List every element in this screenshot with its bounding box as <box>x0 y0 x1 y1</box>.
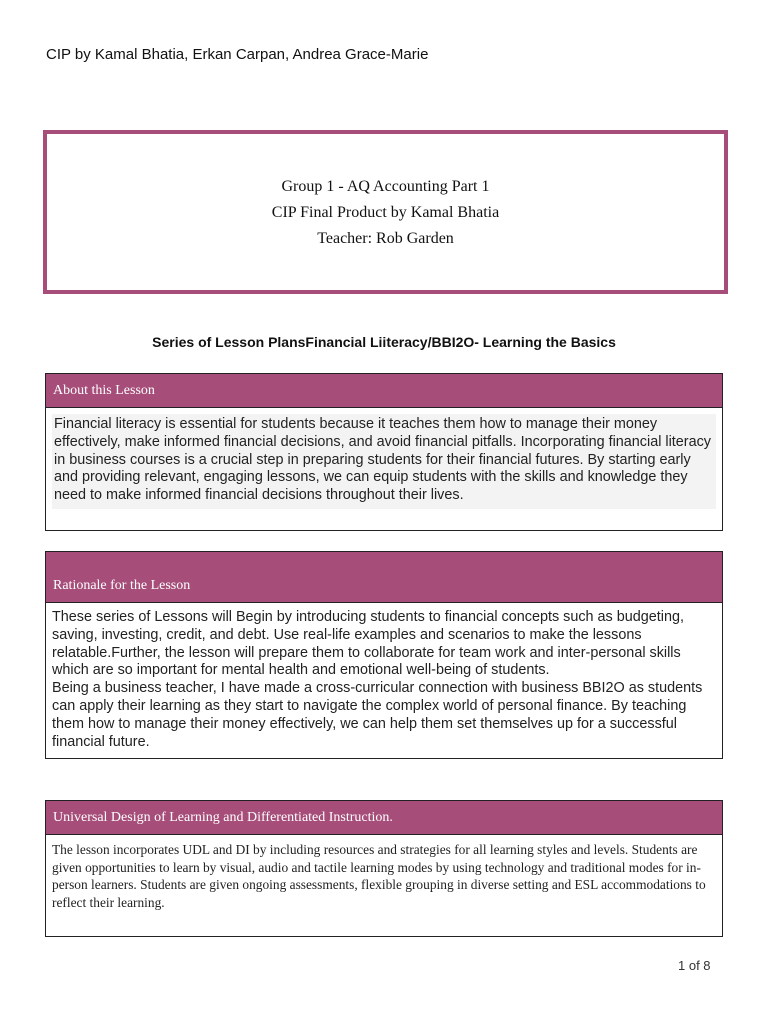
title-line-group: Group 1 - AQ Accounting Part 1 <box>281 178 490 195</box>
section-paragraph: The lesson incorporates UDL and DI by including resources and strategies for all learning styles and levels. Students are given opportunities to learn by visual, audio and tactile learning modes by using technology and traditional modes for in-person learners. Students are given ongoing assessments, flexible grouping in diverse setting and ESL accommodations to reflect their learning. <box>52 842 706 910</box>
section-body <box>46 408 722 509</box>
section-heading: About this Lesson <box>46 374 722 408</box>
title-line-product: CIP Final Product by Kamal Bhatia <box>271 204 500 221</box>
section-about-lesson <box>45 373 723 531</box>
section-rationale <box>45 551 723 759</box>
section-body <box>46 603 722 751</box>
page-number: 1 of 8 <box>678 958 711 973</box>
section-paragraph: Financial literacy is essential for students because it teaches them how to manage their money effectively, make informed financial decisions, and avoid financial pitfalls. Incorporating financial literacy in business courses is a crucial step in preparing students for their financial futures. By starting early and providing relevant, engaging lessons, we can equip students with the skills and knowledge they need to make informed financial decisions throughout their lives. <box>54 416 711 504</box>
authors-line: CIP by Kamal Bhatia, Erkan Carpan, Andrea Grace-Marie <box>46 46 429 63</box>
section-paragraph: Being a business teacher, I have made a cross-curricular connection with business BBI2O as students can apply their learning as they start to navigate the complex world of personal finance. By teaching them how to manage their money effectively, we can help them set themselves up for a successful financial future. <box>52 680 703 750</box>
section-heading: Rationale for the Lesson <box>46 552 722 603</box>
section-heading: Universal Design of Learning and Differentiated Instruction. <box>46 801 722 835</box>
title-line-teacher: Teacher: Rob Garden <box>317 230 454 247</box>
section-paragraph: These series of Lessons will Begin by introducing students to financial concepts such as budgeting, saving, investing, credit, and debt. Use real-life examples and scenarios to make the lessons relatable.Further, the lesson will prepare them to collaborate for team work and inter-personal skills which are so important for mental health and emotional well-being of students. <box>52 609 684 679</box>
series-title: Series of Lesson PlansFinancial Liiteracy/BBI2O- Learning the Basics <box>152 334 616 350</box>
title-box <box>43 130 728 294</box>
section-body <box>46 835 722 911</box>
section-udl-di <box>45 800 723 937</box>
